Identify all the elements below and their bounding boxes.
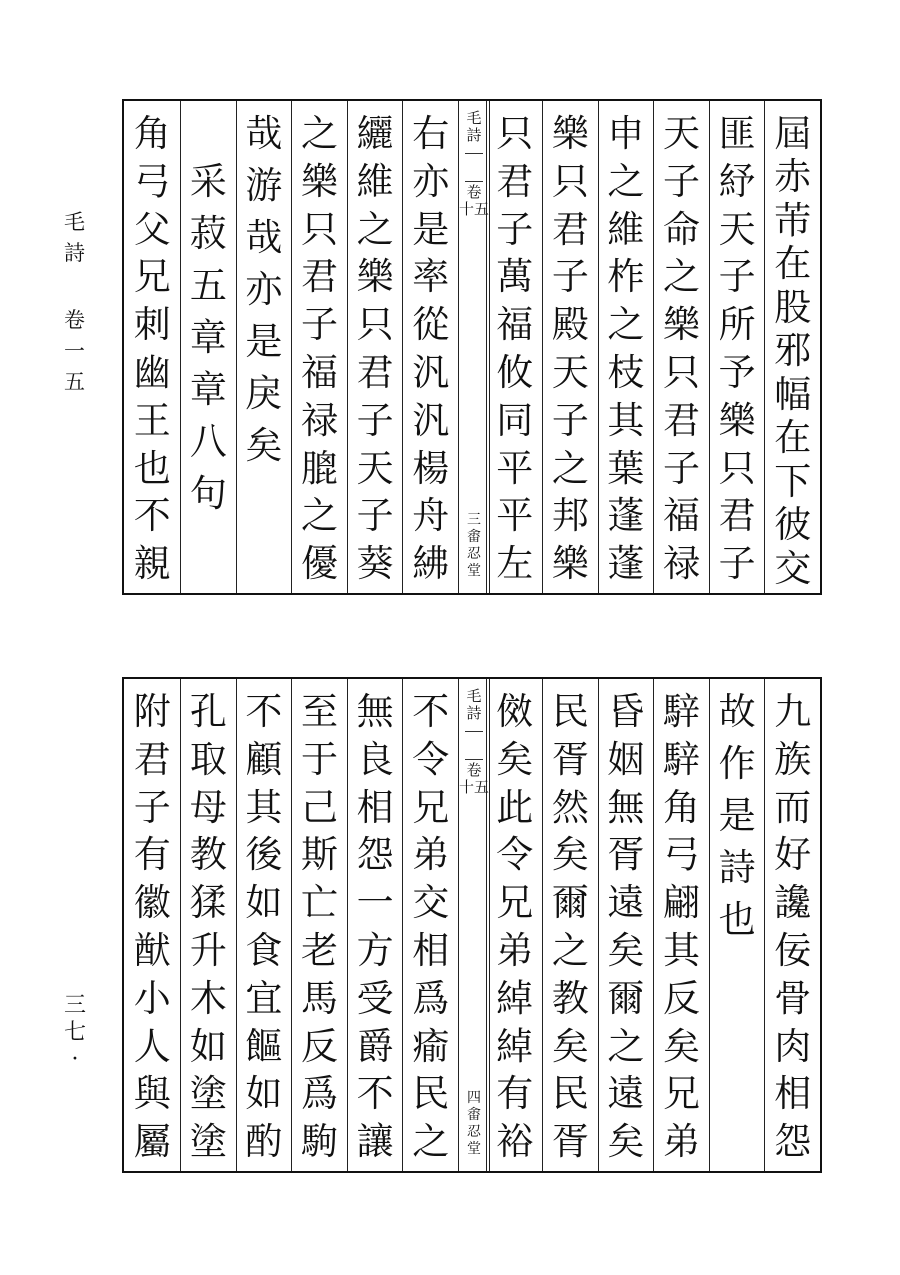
text-char: 君 bbox=[551, 207, 589, 251]
text-char: 饇 bbox=[245, 1024, 283, 1068]
text-char: 怨 bbox=[774, 1120, 812, 1164]
gutter-hall-char: 堂 bbox=[467, 1141, 481, 1157]
text-char: 民 bbox=[551, 690, 589, 733]
text-column bbox=[542, 679, 598, 1171]
text-char: 如 bbox=[245, 1072, 283, 1116]
gutter-rule bbox=[465, 759, 483, 760]
text-char: 無 bbox=[356, 690, 394, 733]
page-number-char: · bbox=[71, 1047, 79, 1072]
text-char: 子 bbox=[496, 207, 534, 251]
text-char: 騂 bbox=[663, 737, 701, 781]
text-char: 天 bbox=[356, 446, 394, 490]
text-char: 塗 bbox=[189, 1120, 227, 1164]
text-char: 附 bbox=[133, 690, 171, 733]
lower-right-text bbox=[486, 679, 820, 1171]
text-char: 父 bbox=[133, 207, 171, 251]
text-char: 宜 bbox=[245, 976, 283, 1020]
text-char: 之 bbox=[356, 207, 394, 251]
text-char: 後 bbox=[245, 833, 283, 877]
text-char: 教 bbox=[189, 833, 227, 877]
text-column bbox=[598, 101, 654, 593]
text-column bbox=[764, 101, 820, 593]
text-char: 舟 bbox=[412, 494, 450, 538]
text-char: 君 bbox=[301, 255, 339, 299]
text-char: 之 bbox=[301, 494, 339, 538]
text-char: 相 bbox=[356, 785, 394, 829]
gutter-rule bbox=[465, 153, 483, 154]
text-char: 下 bbox=[774, 459, 812, 503]
text-char: 此 bbox=[496, 785, 534, 829]
text-column bbox=[180, 101, 236, 593]
text-char: 攸 bbox=[496, 350, 534, 394]
text-char: 兄 bbox=[412, 785, 450, 829]
text-char: 汎 bbox=[412, 350, 450, 394]
text-char: 是 bbox=[245, 320, 283, 363]
text-char: 樂 bbox=[718, 398, 756, 442]
text-char: 相 bbox=[412, 928, 450, 972]
gutter-title bbox=[459, 111, 489, 145]
text-char: 匪 bbox=[718, 112, 756, 155]
text-char: 章 bbox=[189, 316, 227, 359]
text-char: 亦 bbox=[245, 268, 283, 311]
margin-page-number bbox=[64, 995, 86, 1076]
text-char: 于 bbox=[301, 737, 339, 781]
text-char: 子 bbox=[356, 494, 394, 538]
text-char: 其 bbox=[245, 785, 283, 829]
text-char: 之 bbox=[412, 1120, 450, 1164]
text-char: 蓬 bbox=[607, 494, 645, 538]
gutter-hall-name bbox=[459, 1091, 489, 1159]
text-char: 塗 bbox=[189, 1072, 227, 1116]
text-char: 兄 bbox=[133, 255, 171, 299]
text-column bbox=[764, 679, 820, 1171]
text-column bbox=[402, 101, 458, 593]
text-char: 樂 bbox=[356, 255, 394, 299]
text-char: 騂 bbox=[663, 690, 701, 733]
gutter-volume bbox=[459, 185, 489, 219]
text-char: 反 bbox=[663, 976, 701, 1020]
text-char: 取 bbox=[189, 737, 227, 781]
text-char: 如 bbox=[189, 1024, 227, 1068]
text-char: 命 bbox=[663, 207, 701, 251]
text-char: 赤 bbox=[774, 155, 812, 199]
text-char: 在 bbox=[774, 242, 812, 286]
text-char: 之 bbox=[551, 928, 589, 972]
text-char: 是 bbox=[412, 207, 450, 251]
text-char: 角 bbox=[133, 112, 171, 155]
text-char: 禄 bbox=[663, 542, 701, 586]
text-char: 只 bbox=[356, 303, 394, 347]
text-char: 游 bbox=[245, 164, 283, 207]
gutter-hall-name bbox=[459, 513, 489, 581]
text-char: 纚 bbox=[356, 112, 394, 155]
text-char: 而 bbox=[774, 785, 812, 829]
text-char: 爾 bbox=[607, 976, 645, 1020]
text-char: 胥 bbox=[551, 737, 589, 781]
text-char: 矣 bbox=[245, 424, 283, 467]
text-char: 子 bbox=[663, 159, 701, 203]
text-char: 子 bbox=[718, 542, 756, 586]
text-char: 也 bbox=[133, 446, 171, 490]
gutter-title-char: 毛 bbox=[466, 109, 482, 127]
text-char: 菽 bbox=[189, 212, 227, 255]
text-char: 亡 bbox=[301, 881, 339, 925]
text-char: 之 bbox=[301, 112, 339, 155]
gutter-rule bbox=[465, 181, 483, 182]
text-char: 之 bbox=[607, 159, 645, 203]
text-char: 王 bbox=[133, 398, 171, 442]
gutter-title-char: 詩 bbox=[466, 704, 482, 722]
volume-label-char: 一 bbox=[64, 339, 85, 363]
text-char: 亦 bbox=[412, 159, 450, 203]
text-char: 弟 bbox=[663, 1120, 701, 1164]
gutter-hall-char: 畬 bbox=[467, 1107, 481, 1123]
volume-label-char: 詩 bbox=[64, 241, 85, 265]
text-char: 之 bbox=[607, 1024, 645, 1068]
text-char: 福 bbox=[663, 494, 701, 538]
text-char: 故 bbox=[718, 690, 756, 733]
text-char: 刺 bbox=[133, 303, 171, 347]
text-char: 葵 bbox=[356, 542, 394, 586]
gutter-hall-char: 堂 bbox=[467, 563, 481, 579]
text-char: 是 bbox=[718, 794, 756, 837]
text-char: 然 bbox=[551, 785, 589, 829]
text-char: 兄 bbox=[663, 1072, 701, 1116]
text-char: 徽 bbox=[133, 881, 171, 925]
text-char: 猱 bbox=[189, 881, 227, 925]
text-char: 只 bbox=[301, 207, 339, 251]
text-column bbox=[124, 679, 180, 1171]
text-char: 不 bbox=[245, 690, 283, 733]
text-char: 也 bbox=[718, 898, 756, 941]
text-char: 之 bbox=[551, 446, 589, 490]
text-char: 君 bbox=[496, 159, 534, 203]
text-char: 紼 bbox=[412, 542, 450, 586]
text-char: 馬 bbox=[301, 976, 339, 1020]
text-char: 天 bbox=[551, 350, 589, 394]
text-char: 申 bbox=[607, 112, 645, 155]
gutter-hall-char: 畬 bbox=[467, 529, 481, 545]
text-char: 猷 bbox=[133, 928, 171, 972]
gutter-volume-char: 十五 bbox=[459, 778, 490, 796]
lower-left-text bbox=[124, 679, 458, 1171]
text-char: 斯 bbox=[301, 833, 339, 877]
text-char: 樂 bbox=[663, 303, 701, 347]
text-char: 右 bbox=[412, 112, 450, 155]
text-column bbox=[709, 101, 765, 593]
text-char: 幽 bbox=[133, 350, 171, 394]
gutter-title bbox=[459, 689, 489, 723]
gutter-hall-char: 三 bbox=[467, 512, 481, 528]
text-char: 怨 bbox=[356, 833, 394, 877]
text-column bbox=[124, 101, 180, 593]
text-char: 母 bbox=[189, 785, 227, 829]
text-char: 詩 bbox=[718, 846, 756, 889]
upper-left-text bbox=[124, 101, 458, 593]
text-char: 矣 bbox=[551, 1024, 589, 1068]
text-char: 老 bbox=[301, 928, 339, 972]
text-char: 福 bbox=[301, 350, 339, 394]
text-char: 民 bbox=[551, 1072, 589, 1116]
text-char: 升 bbox=[189, 928, 227, 972]
page-number-char: 七 bbox=[64, 1020, 87, 1045]
text-char: 股 bbox=[774, 285, 812, 329]
text-char: 一 bbox=[356, 881, 394, 925]
text-char: 樂 bbox=[551, 112, 589, 155]
text-char: 反 bbox=[301, 1024, 339, 1068]
text-char: 天 bbox=[718, 207, 756, 251]
text-char: 族 bbox=[774, 737, 812, 781]
text-char: 如 bbox=[245, 881, 283, 925]
upper-right-text bbox=[486, 101, 820, 593]
text-column bbox=[347, 679, 403, 1171]
text-char: 矣 bbox=[607, 928, 645, 972]
text-char: 予 bbox=[718, 350, 756, 394]
text-char: 有 bbox=[133, 833, 171, 877]
text-char: 子 bbox=[663, 446, 701, 490]
text-column bbox=[236, 101, 292, 593]
text-char: 君 bbox=[133, 737, 171, 781]
text-char: 顧 bbox=[245, 737, 283, 781]
text-column bbox=[291, 679, 347, 1171]
text-char: 彼 bbox=[774, 503, 812, 547]
text-char: 讒 bbox=[774, 881, 812, 925]
text-char: 角 bbox=[663, 785, 701, 829]
text-char: 九 bbox=[774, 690, 812, 733]
text-char: 子 bbox=[551, 255, 589, 299]
text-char: 五 bbox=[189, 264, 227, 307]
text-char: 殿 bbox=[551, 303, 589, 347]
margin-volume-label bbox=[64, 212, 85, 403]
text-char: 傚 bbox=[496, 690, 534, 733]
text-column bbox=[236, 679, 292, 1171]
text-char: 屆 bbox=[774, 112, 812, 155]
text-char: 民 bbox=[412, 1072, 450, 1116]
gutter-hall-char: 四 bbox=[467, 1090, 481, 1106]
text-char: 采 bbox=[189, 160, 227, 203]
text-column bbox=[709, 679, 765, 1171]
text-char: 子 bbox=[551, 398, 589, 442]
text-column bbox=[486, 679, 542, 1171]
text-char: 其 bbox=[607, 398, 645, 442]
text-char: 章 bbox=[189, 368, 227, 411]
text-char: 教 bbox=[551, 976, 589, 1020]
text-char: 子 bbox=[133, 785, 171, 829]
gutter-rule bbox=[465, 731, 483, 732]
text-char: 維 bbox=[607, 207, 645, 251]
text-char: 蓬 bbox=[607, 542, 645, 586]
text-char: 屬 bbox=[133, 1120, 171, 1164]
text-column bbox=[180, 679, 236, 1171]
text-char: 君 bbox=[663, 398, 701, 442]
text-char: 作 bbox=[718, 742, 756, 785]
text-char: 不 bbox=[133, 494, 171, 538]
text-column bbox=[347, 101, 403, 593]
text-char: 子 bbox=[356, 398, 394, 442]
text-char: 戾 bbox=[245, 372, 283, 415]
text-char: 弟 bbox=[496, 928, 534, 972]
text-char: 佞 bbox=[774, 928, 812, 972]
text-char: 邪 bbox=[774, 329, 812, 373]
text-char: 交 bbox=[412, 881, 450, 925]
text-char: 瘉 bbox=[412, 1024, 450, 1068]
text-char: 之 bbox=[663, 255, 701, 299]
text-char: 至 bbox=[301, 690, 339, 733]
gutter-volume-char: 卷 bbox=[466, 183, 482, 201]
text-char: 左 bbox=[496, 542, 534, 586]
text-column bbox=[653, 679, 709, 1171]
gutter-title-char: 毛 bbox=[466, 687, 482, 705]
text-char: 令 bbox=[412, 737, 450, 781]
text-char: 弓 bbox=[133, 159, 171, 203]
text-char: 良 bbox=[356, 737, 394, 781]
volume-label-char: 毛 bbox=[64, 210, 85, 234]
text-char: 兄 bbox=[496, 881, 534, 925]
text-char: 胥 bbox=[551, 1120, 589, 1164]
text-char: 矣 bbox=[663, 1024, 701, 1068]
text-char: 芾 bbox=[774, 198, 812, 242]
volume-label-char: 五 bbox=[64, 370, 85, 394]
text-char: 所 bbox=[718, 303, 756, 347]
text-char: 只 bbox=[551, 159, 589, 203]
gutter-hall-char: 忍 bbox=[467, 546, 481, 562]
text-char: 樂 bbox=[551, 542, 589, 586]
text-char: 八 bbox=[189, 420, 227, 463]
text-char: 不 bbox=[412, 690, 450, 733]
text-char: 遠 bbox=[607, 881, 645, 925]
page-number-char: 三 bbox=[64, 993, 87, 1018]
gutter-hall-char: 忍 bbox=[467, 1124, 481, 1140]
text-char: 邦 bbox=[551, 494, 589, 538]
text-char: 矣 bbox=[551, 833, 589, 877]
text-char: 木 bbox=[189, 976, 227, 1020]
text-char: 相 bbox=[774, 1072, 812, 1116]
text-char: 小 bbox=[133, 976, 171, 1020]
text-char: 哉 bbox=[245, 112, 283, 155]
text-char: 胥 bbox=[607, 833, 645, 877]
text-char: 好 bbox=[774, 833, 812, 877]
text-char: 紓 bbox=[718, 159, 756, 203]
text-char: 親 bbox=[133, 542, 171, 586]
text-char: 綽 bbox=[496, 1024, 534, 1068]
text-char: 爲 bbox=[412, 976, 450, 1020]
text-char: 受 bbox=[356, 976, 394, 1020]
text-char: 句 bbox=[189, 472, 227, 515]
text-char: 爾 bbox=[551, 881, 589, 925]
text-char: 汎 bbox=[412, 398, 450, 442]
gutter-title-char: 詩 bbox=[466, 126, 482, 144]
text-char: 人 bbox=[133, 1024, 171, 1068]
text-char: 萬 bbox=[496, 255, 534, 299]
gutter-volume bbox=[459, 763, 489, 797]
text-char: 弓 bbox=[663, 833, 701, 877]
text-char: 子 bbox=[301, 303, 339, 347]
text-char: 維 bbox=[356, 159, 394, 203]
lower-page-half bbox=[122, 677, 822, 1173]
text-char: 其 bbox=[663, 928, 701, 972]
text-char: 幅 bbox=[774, 372, 812, 416]
text-char: 交 bbox=[774, 546, 812, 590]
text-char: 福 bbox=[496, 303, 534, 347]
text-column bbox=[542, 101, 598, 593]
text-column bbox=[486, 101, 542, 593]
text-char: 率 bbox=[412, 255, 450, 299]
text-char: 哉 bbox=[245, 216, 283, 259]
text-char: 弟 bbox=[412, 833, 450, 877]
text-char: 枝 bbox=[607, 350, 645, 394]
text-column bbox=[598, 679, 654, 1171]
text-char: 肉 bbox=[774, 1024, 812, 1068]
text-char: 令 bbox=[496, 833, 534, 877]
text-char: 矣 bbox=[496, 737, 534, 781]
text-char: 矣 bbox=[607, 1120, 645, 1164]
text-char: 有 bbox=[496, 1072, 534, 1116]
text-char: 翩 bbox=[663, 881, 701, 925]
text-char: 膍 bbox=[301, 446, 339, 490]
text-char: 柞 bbox=[607, 255, 645, 299]
text-char: 之 bbox=[607, 303, 645, 347]
text-char: 孔 bbox=[189, 690, 227, 733]
text-char: 君 bbox=[356, 350, 394, 394]
text-char: 平 bbox=[496, 446, 534, 490]
text-char: 禄 bbox=[301, 398, 339, 442]
text-char: 爵 bbox=[356, 1024, 394, 1068]
text-char: 優 bbox=[301, 542, 339, 586]
text-char: 葉 bbox=[607, 446, 645, 490]
text-char: 楊 bbox=[412, 446, 450, 490]
text-column bbox=[653, 101, 709, 593]
text-char: 只 bbox=[496, 112, 534, 155]
text-char: 酌 bbox=[245, 1120, 283, 1164]
text-char: 與 bbox=[133, 1072, 171, 1116]
text-char: 樂 bbox=[301, 159, 339, 203]
text-char: 只 bbox=[663, 350, 701, 394]
text-char: 讓 bbox=[356, 1120, 394, 1164]
text-char: 在 bbox=[774, 416, 812, 460]
text-char: 骨 bbox=[774, 976, 812, 1020]
text-char: 方 bbox=[356, 928, 394, 972]
text-column bbox=[291, 101, 347, 593]
text-char: 君 bbox=[718, 494, 756, 538]
text-char: 裕 bbox=[496, 1120, 534, 1164]
text-char: 爲 bbox=[301, 1072, 339, 1116]
text-char: 姻 bbox=[607, 737, 645, 781]
text-char: 只 bbox=[718, 446, 756, 490]
upper-page-half bbox=[122, 99, 822, 595]
text-char: 遠 bbox=[607, 1072, 645, 1116]
text-char: 食 bbox=[245, 928, 283, 972]
text-char: 平 bbox=[496, 494, 534, 538]
volume-label-char: 卷 bbox=[64, 308, 85, 332]
text-column bbox=[402, 679, 458, 1171]
text-char: 無 bbox=[607, 785, 645, 829]
text-char: 昏 bbox=[607, 690, 645, 733]
text-char: 天 bbox=[663, 112, 701, 155]
text-char: 子 bbox=[718, 255, 756, 299]
text-char: 不 bbox=[356, 1072, 394, 1116]
text-char: 己 bbox=[301, 785, 339, 829]
upper-gutter bbox=[458, 101, 490, 593]
text-char: 駒 bbox=[301, 1120, 339, 1164]
text-char: 同 bbox=[496, 398, 534, 442]
lower-gutter bbox=[458, 679, 490, 1171]
gutter-volume-char: 十五 bbox=[459, 200, 490, 218]
text-char: 從 bbox=[412, 303, 450, 347]
text-char: 綽 bbox=[496, 976, 534, 1020]
gutter-volume-char: 卷 bbox=[466, 761, 482, 779]
